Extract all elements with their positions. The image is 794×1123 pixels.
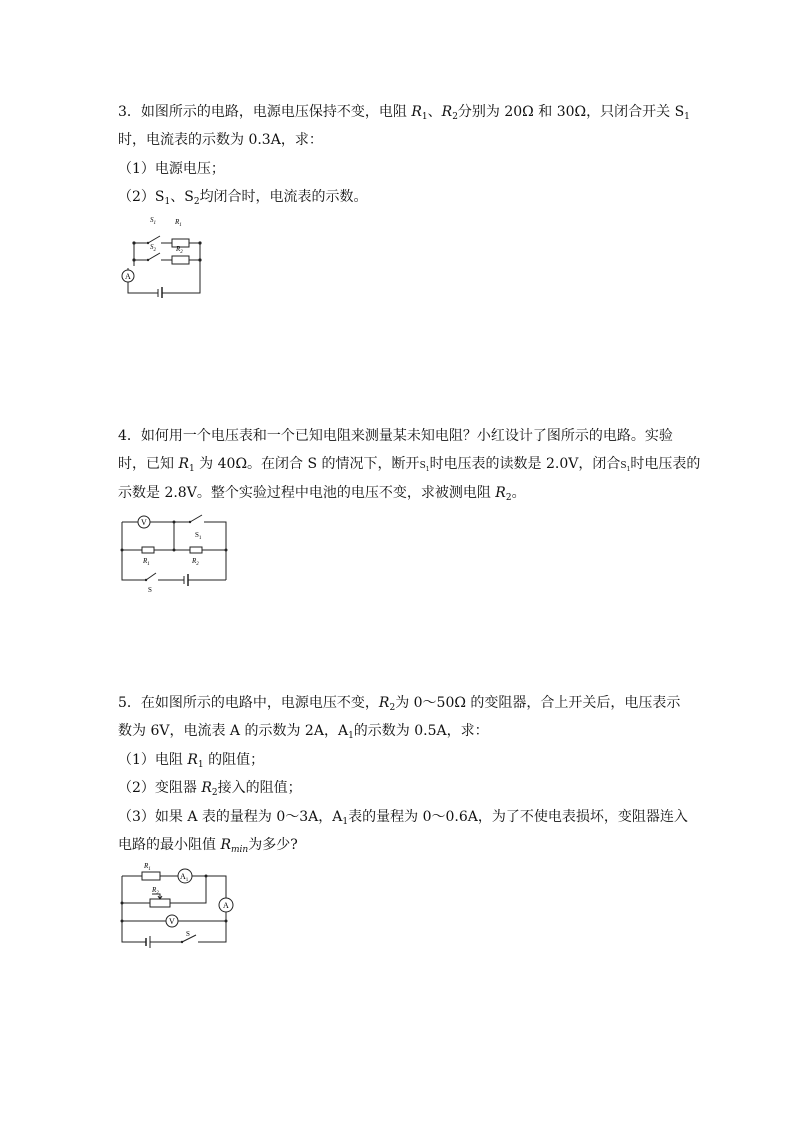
q3-circuit-diagram [114, 210, 214, 302]
q3-line2: 时，电流表的示数为 0.3A，求： [118, 132, 323, 148]
q3-fig-r2: $R_2$ [176, 245, 183, 255]
q5-voltmeter-label: V [169, 917, 175, 926]
q3-fig-s2: $S_2$ [150, 243, 156, 253]
q5-a1-label: $A_1$ [180, 872, 189, 883]
q4-fig-s: S [148, 586, 152, 594]
q5-part1: （1）电阻 $R_1$ 的阻值； [118, 752, 265, 770]
q5-part4: 电路的最小阻值 $R_{min}$为多少? [118, 837, 298, 855]
q3-part2: $(2)S_1$、$S_2$均闭合时，电流表的示数。 [118, 189, 368, 207]
q4-fig-s1: $S_1$ [195, 531, 202, 541]
q5-fig-s: S [186, 930, 190, 938]
q5-part2: （2）变阻器 $R_2$接入的阻值； [118, 780, 302, 798]
q4-voltmeter-label: V [141, 518, 147, 527]
q5-line1: 5．在如图所示的电路中，电源电压不变，$R_2$为 0～50Ω 的变阻器，合上开关后，电压表示 [118, 695, 681, 713]
q4-fig-r2: $R_2$ [192, 557, 199, 567]
q3-ammeter-label: A [125, 272, 131, 281]
q3-line1: 3．如图所示的电路，电源电压保持不变，电阻 $R_1$、$R_2$分别为 20Ω 和 30Ω，只闭合开关 $S_1$ [118, 104, 690, 122]
q4-line3: 示数是 2.8V。整个实验过程中电池的电压不变，求被测电阻 $R_2$。 [118, 485, 526, 503]
q5-line2: 数为 6V，电流表 A 的示数为 2A，$A_1$的示数为 0.5A，求： [118, 723, 489, 741]
q5-ammeter-label: A [223, 901, 229, 910]
q3-fig-r1: $R_1$ [175, 218, 182, 228]
q5-part3: （3）如果 A 表的量程为 0～3A，$A_1$表的量程为 0～0.6A，为了不使电表损坏，变阻器连入 [118, 809, 688, 827]
q5-fig-r1: $R_1$ [144, 862, 151, 872]
q4-circuit-diagram [116, 510, 232, 600]
q5-circuit-diagram [116, 858, 238, 954]
q4-line2: 时，已知 $R_1$ 为 40Ω。在闭合 S 的情况下，断开$S_1$时电压表的读数是 2.0V，闭合$S_1$时电压表的 [118, 456, 701, 474]
q4-fig-r1: $R_1$ [143, 557, 150, 567]
q4-line1: 4．如何用一个电压表和一个已知电阻来测量某未知电阻？小红设计了图所示的电路。实验 [118, 428, 673, 444]
q3-part1: （1）电源电压； [118, 161, 225, 177]
q3-fig-s1: $S_1$ [150, 216, 156, 226]
q5-fig-r2: $R_2$ [152, 886, 159, 896]
